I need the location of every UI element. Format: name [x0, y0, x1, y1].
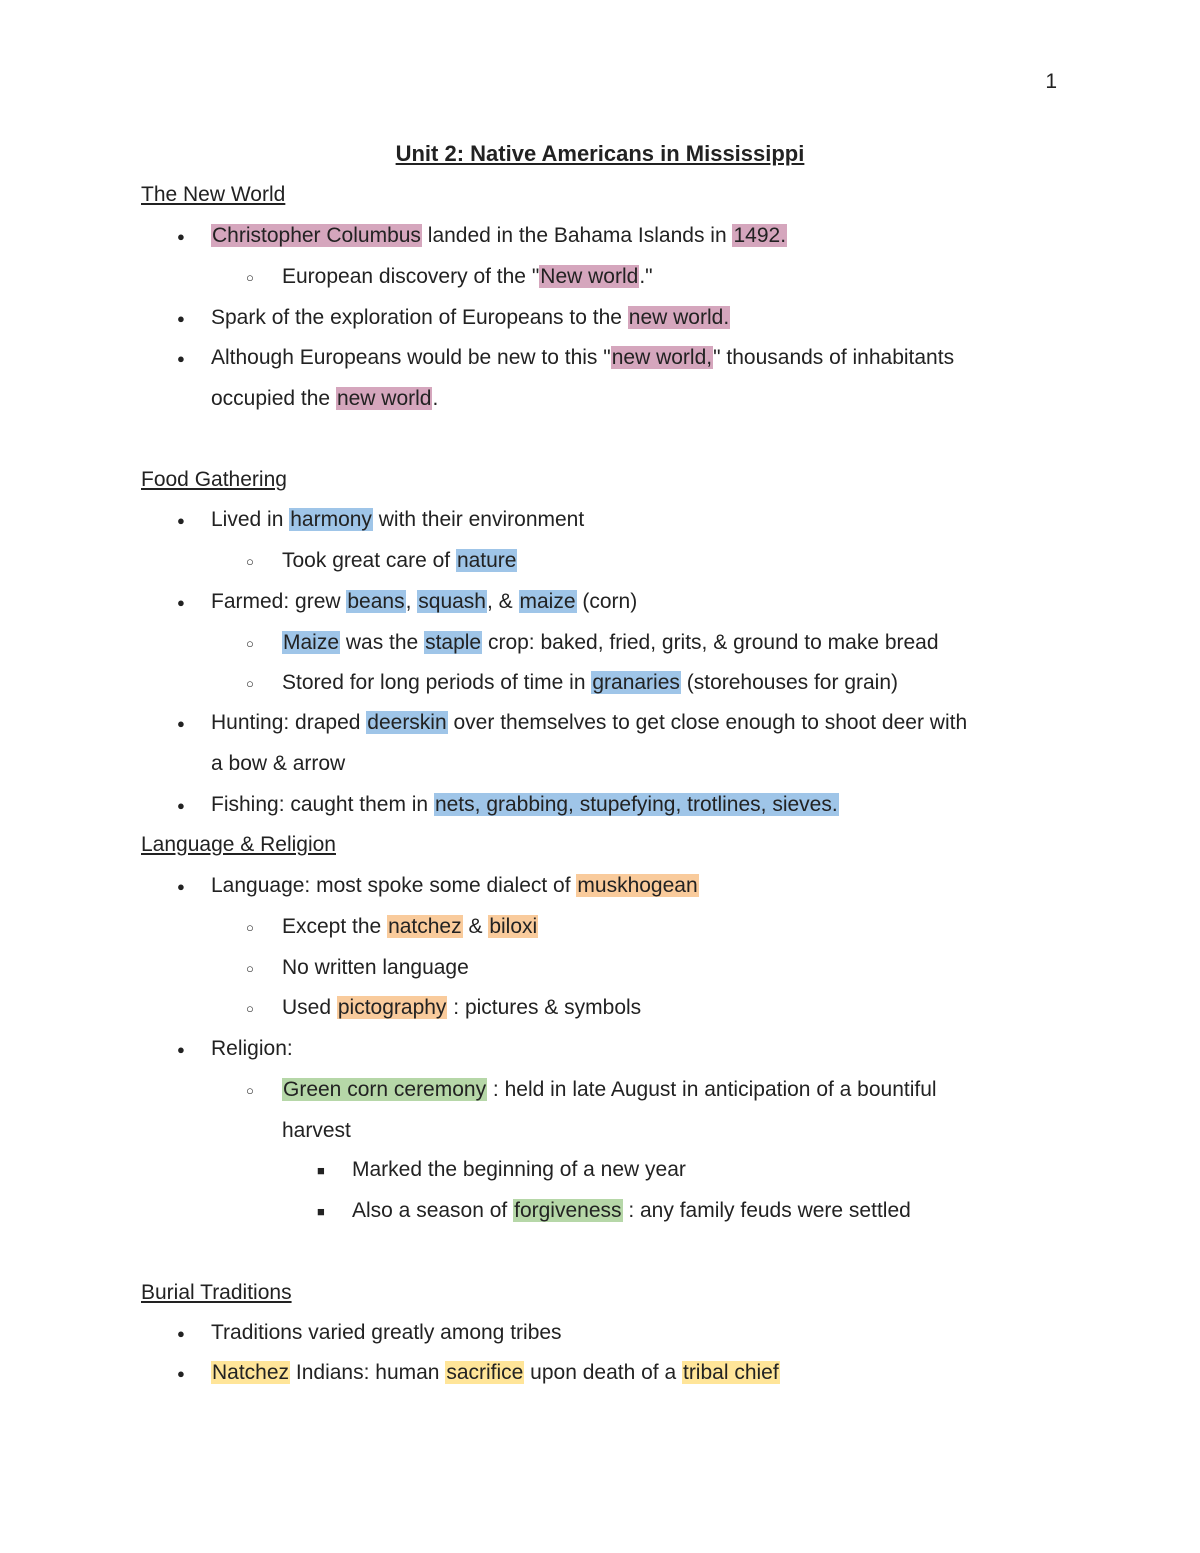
- text-run: &: [462, 915, 489, 938]
- text-run: Fishing: caught them in: [211, 793, 434, 816]
- highlight-orange: biloxi: [489, 915, 538, 938]
- page-title: Unit 2: Native Americans in Mississippi: [395, 141, 805, 166]
- list-item: [211, 506, 584, 534]
- bullet-disc-icon: ●: [177, 879, 185, 894]
- highlight-blue: nets, grabbing, stupefying, trotlines, sieves.: [434, 793, 838, 816]
- text-run: Language: most spoke some dialect of: [211, 874, 577, 897]
- text-run: Except the: [282, 915, 388, 938]
- highlight-blue: granaries: [592, 671, 680, 694]
- list-item: [211, 222, 787, 250]
- highlight-orange: natchez: [388, 915, 462, 938]
- text-run: occupied the: [211, 387, 336, 410]
- bullet-disc-icon: ●: [177, 351, 185, 366]
- list-item: [352, 1197, 911, 1225]
- bullet-circle-icon: ○: [246, 1083, 254, 1098]
- bullet-circle-icon: ○: [246, 554, 254, 569]
- list-item: [282, 994, 641, 1022]
- list-item: [211, 1359, 780, 1387]
- section-heading-food-gathering: Food Gathering: [141, 468, 287, 491]
- bullet-disc-icon: ●: [177, 311, 185, 326]
- bullet-circle-icon: ○: [246, 636, 254, 651]
- highlight-pink: new world: [336, 387, 432, 410]
- list-item: [211, 872, 699, 900]
- text-run: Indians: human: [290, 1361, 446, 1384]
- highlight-yellow: tribal chief: [682, 1361, 779, 1384]
- bullet-disc-icon: ●: [177, 513, 185, 528]
- text-run: : held in late August in anticipation of a bountiful: [487, 1078, 937, 1101]
- bullet-circle-icon: ○: [246, 1001, 254, 1016]
- bullet-circle-icon: ○: [246, 270, 254, 285]
- list-item: [211, 344, 954, 372]
- highlight-blue: maize: [519, 590, 576, 613]
- text-run: Hunting: draped: [211, 711, 367, 734]
- text-run: Also a season of: [352, 1199, 514, 1222]
- highlight-blue: harmony: [290, 508, 372, 531]
- list-item: [282, 263, 653, 291]
- bullet-disc-icon: ●: [177, 1326, 185, 1341]
- text-run: landed in the Bahama Islands in: [421, 224, 733, 247]
- list-item: [282, 913, 538, 941]
- bullet-square-icon: ■: [317, 1204, 325, 1219]
- list-item: [282, 629, 939, 657]
- highlight-pink: new world.: [628, 306, 730, 329]
- list-item: [282, 547, 517, 575]
- list-item-continuation: [211, 385, 438, 413]
- bullet-circle-icon: ○: [246, 920, 254, 935]
- text-run: European discovery of the ": [282, 265, 540, 288]
- text-run: over themselves to get close enough to shoot deer with: [447, 711, 968, 734]
- highlight-green: forgiveness: [514, 1199, 622, 1222]
- text-run: was the: [340, 631, 425, 654]
- highlight-blue: nature: [456, 549, 517, 572]
- text-run: (storehouses for grain): [680, 671, 899, 694]
- list-item-continuation: harvest: [282, 1119, 351, 1142]
- text-run: Although Europeans would be new to this ": [211, 346, 611, 369]
- text-run: : any family feuds were settled: [622, 1199, 911, 1222]
- list-item: No written language: [282, 956, 469, 979]
- bullet-square-icon: ■: [317, 1163, 325, 1178]
- text-run: Took great care of: [282, 549, 456, 572]
- bullet-disc-icon: ●: [177, 1042, 185, 1057]
- text-run: : pictures & symbols: [447, 996, 642, 1019]
- text-run: upon death of a: [524, 1361, 682, 1384]
- highlight-orange: pictography: [337, 996, 447, 1019]
- highlight-blue: deerskin: [367, 711, 447, 734]
- bullet-circle-icon: ○: [246, 676, 254, 691]
- text-run: (corn): [576, 590, 638, 613]
- highlight-green: Green corn ceremony: [283, 1078, 487, 1101]
- list-item: [211, 588, 637, 616]
- highlight-blue: Maize: [283, 631, 340, 654]
- text-run: .: [432, 387, 439, 410]
- highlight-blue: beans: [347, 590, 405, 613]
- text-run: Farmed: grew: [211, 590, 347, 613]
- text-run: crop: baked, fried, grits, & ground to make bread: [482, 631, 939, 654]
- text-run: Spark of the exploration of Europeans to the: [211, 306, 628, 329]
- list-item: [282, 1076, 937, 1104]
- list-item: Religion:: [211, 1037, 293, 1060]
- highlight-pink: new world,: [611, 346, 713, 369]
- text-run: " thousands of inhabitants: [713, 346, 955, 369]
- section-heading-language-religion: Language & Religion: [141, 833, 336, 856]
- bullet-circle-icon: ○: [246, 961, 254, 976]
- text-run: Used: [282, 996, 337, 1019]
- text-run: Lived in: [211, 508, 290, 531]
- text-run: , &: [486, 590, 519, 613]
- highlight-yellow: Natchez: [212, 1361, 290, 1384]
- text-run: Stored for long periods of time in: [282, 671, 592, 694]
- highlight-blue: squash: [418, 590, 486, 613]
- text-run: with their environment: [372, 508, 585, 531]
- bullet-disc-icon: ●: [177, 798, 185, 813]
- text-run: ,: [405, 590, 418, 613]
- list-item: [282, 669, 898, 697]
- highlight-pink: New world: [540, 265, 639, 288]
- text-run: .": [639, 265, 653, 288]
- list-item-continuation: a bow & arrow: [211, 752, 346, 775]
- page-number: 1: [1045, 70, 1057, 93]
- bullet-disc-icon: ●: [177, 716, 185, 731]
- list-item: [211, 304, 730, 332]
- list-item: [211, 791, 839, 819]
- list-item: Traditions varied greatly among tribes: [211, 1321, 562, 1344]
- highlight-yellow: sacrifice: [446, 1361, 524, 1384]
- highlight-pink: 1492.: [733, 224, 787, 247]
- highlight-pink: Christopher Columbus: [212, 224, 421, 247]
- section-heading-burial-traditions: Burial Traditions: [141, 1281, 292, 1304]
- bullet-disc-icon: ●: [177, 595, 185, 610]
- section-heading-new-world: The New World: [141, 183, 286, 206]
- list-item: [211, 709, 967, 737]
- bullet-disc-icon: ●: [177, 229, 185, 244]
- highlight-orange: muskhogean: [577, 874, 698, 897]
- list-item: Marked the beginning of a new year: [352, 1158, 686, 1181]
- bullet-disc-icon: ●: [177, 1366, 185, 1381]
- highlight-blue: staple: [425, 631, 482, 654]
